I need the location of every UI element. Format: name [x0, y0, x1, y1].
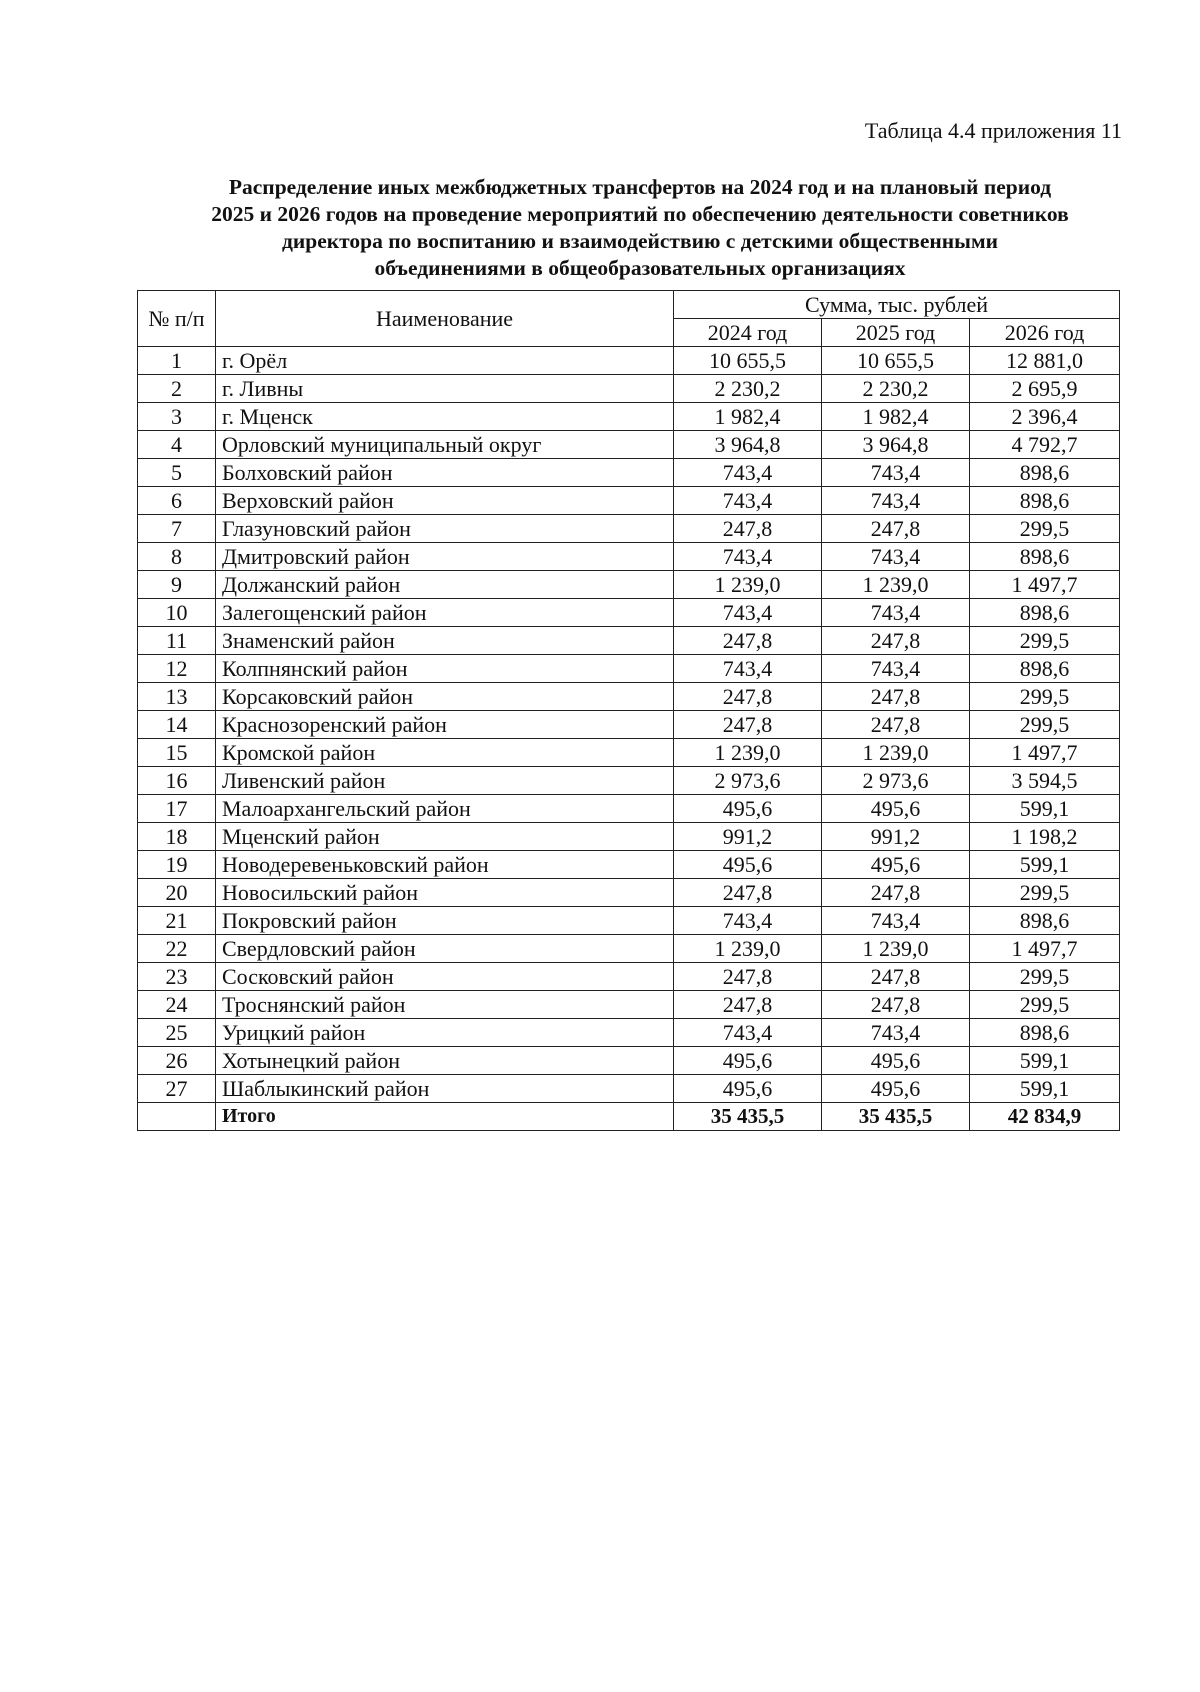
row-num-cell: 14: [138, 711, 216, 739]
table-row: [138, 991, 1120, 1019]
row-name-cell: Корсаковский район: [216, 683, 674, 711]
row-name-cell: Краснозоренский район: [216, 711, 674, 739]
row-name-cell: Мценский район: [216, 823, 674, 851]
row-num-cell: 13: [138, 683, 216, 711]
row-2025-cell: 247,8: [822, 879, 970, 907]
row-2025-cell: 991,2: [822, 823, 970, 851]
row-2024-cell: 247,8: [674, 627, 822, 655]
table-row: [138, 403, 1120, 431]
row-name-cell: Шаблыкинский район: [216, 1075, 674, 1103]
row-2026-cell: 4 792,7: [970, 431, 1120, 459]
row-2024-cell: 495,6: [674, 1075, 822, 1103]
row-name-cell: Должанский район: [216, 571, 674, 599]
table-row: [138, 739, 1120, 767]
row-2025-cell: 743,4: [822, 655, 970, 683]
row-2026-cell: 1 497,7: [970, 571, 1120, 599]
row-2025-cell: 1 982,4: [822, 403, 970, 431]
table-row: [138, 935, 1120, 963]
row-name-cell: Свердловский район: [216, 935, 674, 963]
row-num-cell: 2: [138, 375, 216, 403]
row-name-cell: Орловский муниципальный округ: [216, 431, 674, 459]
row-2025-cell: 743,4: [822, 1019, 970, 1047]
row-2026-cell: 599,1: [970, 795, 1120, 823]
row-2024-cell: 247,8: [674, 711, 822, 739]
row-2024-cell: 743,4: [674, 487, 822, 515]
table-row: [138, 571, 1120, 599]
row-2025-cell: 1 239,0: [822, 935, 970, 963]
row-2026-cell: 1 198,2: [970, 823, 1120, 851]
row-name-cell: г. Мценск: [216, 403, 674, 431]
row-2026-cell: 599,1: [970, 1047, 1120, 1075]
row-2025-cell: 1 239,0: [822, 739, 970, 767]
table-body: [138, 347, 1120, 1131]
row-2025-cell: 247,8: [822, 963, 970, 991]
row-2025-cell: 495,6: [822, 1075, 970, 1103]
row-2026-cell: 898,6: [970, 599, 1120, 627]
row-num-cell: 15: [138, 739, 216, 767]
row-num-cell: 10: [138, 599, 216, 627]
table-row: [138, 963, 1120, 991]
header-name: Наименование: [216, 291, 674, 347]
row-num-cell: 27: [138, 1075, 216, 1103]
row-name-cell: Колпнянский район: [216, 655, 674, 683]
table-row: [138, 515, 1120, 543]
row-name-cell: г. Ливны: [216, 375, 674, 403]
table-row: [138, 711, 1120, 739]
table-row: [138, 1075, 1120, 1103]
row-2025-cell: 743,4: [822, 459, 970, 487]
row-2024-cell: 495,6: [674, 795, 822, 823]
row-num-cell: 18: [138, 823, 216, 851]
row-2025-cell: 743,4: [822, 599, 970, 627]
row-num-cell: 1: [138, 347, 216, 375]
total-2025: 35 435,5: [822, 1103, 970, 1131]
row-num-cell: 24: [138, 991, 216, 1019]
table-row: [138, 851, 1120, 879]
row-2026-cell: 599,1: [970, 851, 1120, 879]
row-2026-cell: 299,5: [970, 683, 1120, 711]
total-row: [138, 1103, 1120, 1131]
row-2026-cell: 12 881,0: [970, 347, 1120, 375]
transfers-table: [137, 290, 1120, 1131]
row-2025-cell: 247,8: [822, 515, 970, 543]
table-row: [138, 347, 1120, 375]
row-2024-cell: 247,8: [674, 991, 822, 1019]
row-name-cell: Хотынецкий район: [216, 1047, 674, 1075]
table-row: [138, 767, 1120, 795]
row-2025-cell: 495,6: [822, 795, 970, 823]
row-num-cell: 21: [138, 907, 216, 935]
row-2024-cell: 10 655,5: [674, 347, 822, 375]
table-row: [138, 795, 1120, 823]
row-2025-cell: 743,4: [822, 487, 970, 515]
row-2026-cell: 299,5: [970, 711, 1120, 739]
row-num-cell: 17: [138, 795, 216, 823]
row-2026-cell: 898,6: [970, 459, 1120, 487]
row-name-cell: г. Орёл: [216, 347, 674, 375]
document-title: [140, 174, 1140, 282]
row-num-cell: 4: [138, 431, 216, 459]
row-2025-cell: 247,8: [822, 991, 970, 1019]
row-2024-cell: 247,8: [674, 879, 822, 907]
row-name-cell: Залегощенский район: [216, 599, 674, 627]
row-2024-cell: 743,4: [674, 655, 822, 683]
header-sum: Сумма, тыс. рублей: [674, 291, 1120, 319]
row-name-cell: Новосильский район: [216, 879, 674, 907]
header-num: № п/п: [138, 291, 216, 347]
row-name-cell: Глазуновский район: [216, 515, 674, 543]
row-num-cell: 11: [138, 627, 216, 655]
row-2026-cell: 898,6: [970, 655, 1120, 683]
table-row: [138, 627, 1120, 655]
total-2026: 42 834,9: [970, 1103, 1120, 1131]
row-name-cell: Дмитровский район: [216, 543, 674, 571]
row-2024-cell: 991,2: [674, 823, 822, 851]
table-row: [138, 375, 1120, 403]
row-2026-cell: 299,5: [970, 515, 1120, 543]
header-year-2025: 2025 год: [822, 319, 970, 347]
row-2025-cell: 2 230,2: [822, 375, 970, 403]
row-2026-cell: 2 396,4: [970, 403, 1120, 431]
row-2025-cell: 3 964,8: [822, 431, 970, 459]
row-2026-cell: 898,6: [970, 543, 1120, 571]
row-name-cell: Троснянский район: [216, 991, 674, 1019]
row-num-cell: 25: [138, 1019, 216, 1047]
row-2024-cell: 247,8: [674, 515, 822, 543]
row-num-cell: 16: [138, 767, 216, 795]
row-num-cell: 7: [138, 515, 216, 543]
row-num-cell: 22: [138, 935, 216, 963]
table-row: [138, 907, 1120, 935]
row-2026-cell: 299,5: [970, 627, 1120, 655]
row-2026-cell: 1 497,7: [970, 935, 1120, 963]
table-header: [138, 291, 1120, 347]
total-num-cell: [138, 1103, 216, 1131]
title-line: 2025 и 2026 годов на проведение мероприятий по обеспечению деятельности советников: [211, 202, 1069, 226]
row-2025-cell: 495,6: [822, 851, 970, 879]
row-2024-cell: 743,4: [674, 1019, 822, 1047]
row-2026-cell: 299,5: [970, 963, 1120, 991]
row-num-cell: 19: [138, 851, 216, 879]
row-2026-cell: 898,6: [970, 1019, 1120, 1047]
row-2024-cell: 743,4: [674, 599, 822, 627]
row-2026-cell: 3 594,5: [970, 767, 1120, 795]
row-num-cell: 5: [138, 459, 216, 487]
row-2025-cell: 247,8: [822, 627, 970, 655]
header-year-2024: 2024 год: [674, 319, 822, 347]
title-line: Распределение иных межбюджетных трансфертов на 2024 год и на плановый период: [228, 175, 1052, 199]
row-num-cell: 9: [138, 571, 216, 599]
table-row: [138, 599, 1120, 627]
row-2024-cell: 1 982,4: [674, 403, 822, 431]
row-2024-cell: 247,8: [674, 963, 822, 991]
table-row: [138, 879, 1120, 907]
row-2024-cell: 495,6: [674, 851, 822, 879]
row-name-cell: Кромской район: [216, 739, 674, 767]
row-2025-cell: 10 655,5: [822, 347, 970, 375]
total-2024: 35 435,5: [674, 1103, 822, 1131]
row-2024-cell: 1 239,0: [674, 571, 822, 599]
row-2025-cell: 247,8: [822, 711, 970, 739]
row-2024-cell: 247,8: [674, 683, 822, 711]
table-row: [138, 459, 1120, 487]
table-row: [138, 1019, 1120, 1047]
title-line: объединениями в общеобразовательных организациях: [374, 256, 906, 280]
row-name-cell: Ливенский район: [216, 767, 674, 795]
row-2026-cell: 898,6: [970, 907, 1120, 935]
row-2024-cell: 743,4: [674, 459, 822, 487]
row-2025-cell: 1 239,0: [822, 571, 970, 599]
table-row: [138, 543, 1120, 571]
table-row: [138, 1047, 1120, 1075]
table-caption: Таблица 4.4 приложения 11: [864, 118, 1122, 143]
row-name-cell: Знаменский район: [216, 627, 674, 655]
table-row: [138, 487, 1120, 515]
row-name-cell: Болховский район: [216, 459, 674, 487]
row-num-cell: 3: [138, 403, 216, 431]
row-2024-cell: 3 964,8: [674, 431, 822, 459]
row-2025-cell: 495,6: [822, 1047, 970, 1075]
row-2024-cell: 2 230,2: [674, 375, 822, 403]
row-num-cell: 8: [138, 543, 216, 571]
row-name-cell: Сосковский район: [216, 963, 674, 991]
total-label: Итого: [216, 1103, 674, 1131]
row-2024-cell: 1 239,0: [674, 935, 822, 963]
row-num-cell: 20: [138, 879, 216, 907]
table-row: [138, 683, 1120, 711]
row-2026-cell: 299,5: [970, 879, 1120, 907]
row-2024-cell: 1 239,0: [674, 739, 822, 767]
row-name-cell: Новодеревеньковский район: [216, 851, 674, 879]
table-row: [138, 431, 1120, 459]
row-name-cell: Верховский район: [216, 487, 674, 515]
row-name-cell: Урицкий район: [216, 1019, 674, 1047]
row-2026-cell: 2 695,9: [970, 375, 1120, 403]
row-num-cell: 6: [138, 487, 216, 515]
row-2024-cell: 743,4: [674, 907, 822, 935]
row-num-cell: 26: [138, 1047, 216, 1075]
row-name-cell: Покровский район: [216, 907, 674, 935]
row-2025-cell: 247,8: [822, 683, 970, 711]
row-2026-cell: 599,1: [970, 1075, 1120, 1103]
row-2024-cell: 2 973,6: [674, 767, 822, 795]
header-year-2026: 2026 год: [970, 319, 1120, 347]
row-2025-cell: 743,4: [822, 907, 970, 935]
row-2024-cell: 495,6: [674, 1047, 822, 1075]
row-2026-cell: 1 497,7: [970, 739, 1120, 767]
table-row: [138, 823, 1120, 851]
row-num-cell: 12: [138, 655, 216, 683]
row-num-cell: 23: [138, 963, 216, 991]
title-line: директора по воспитанию и взаимодействию с детскими общественными: [281, 229, 998, 253]
row-name-cell: Малоархангельский район: [216, 795, 674, 823]
row-2024-cell: 743,4: [674, 543, 822, 571]
row-2025-cell: 2 973,6: [822, 767, 970, 795]
row-2025-cell: 743,4: [822, 543, 970, 571]
row-2026-cell: 299,5: [970, 991, 1120, 1019]
row-2026-cell: 898,6: [970, 487, 1120, 515]
table-row: [138, 655, 1120, 683]
